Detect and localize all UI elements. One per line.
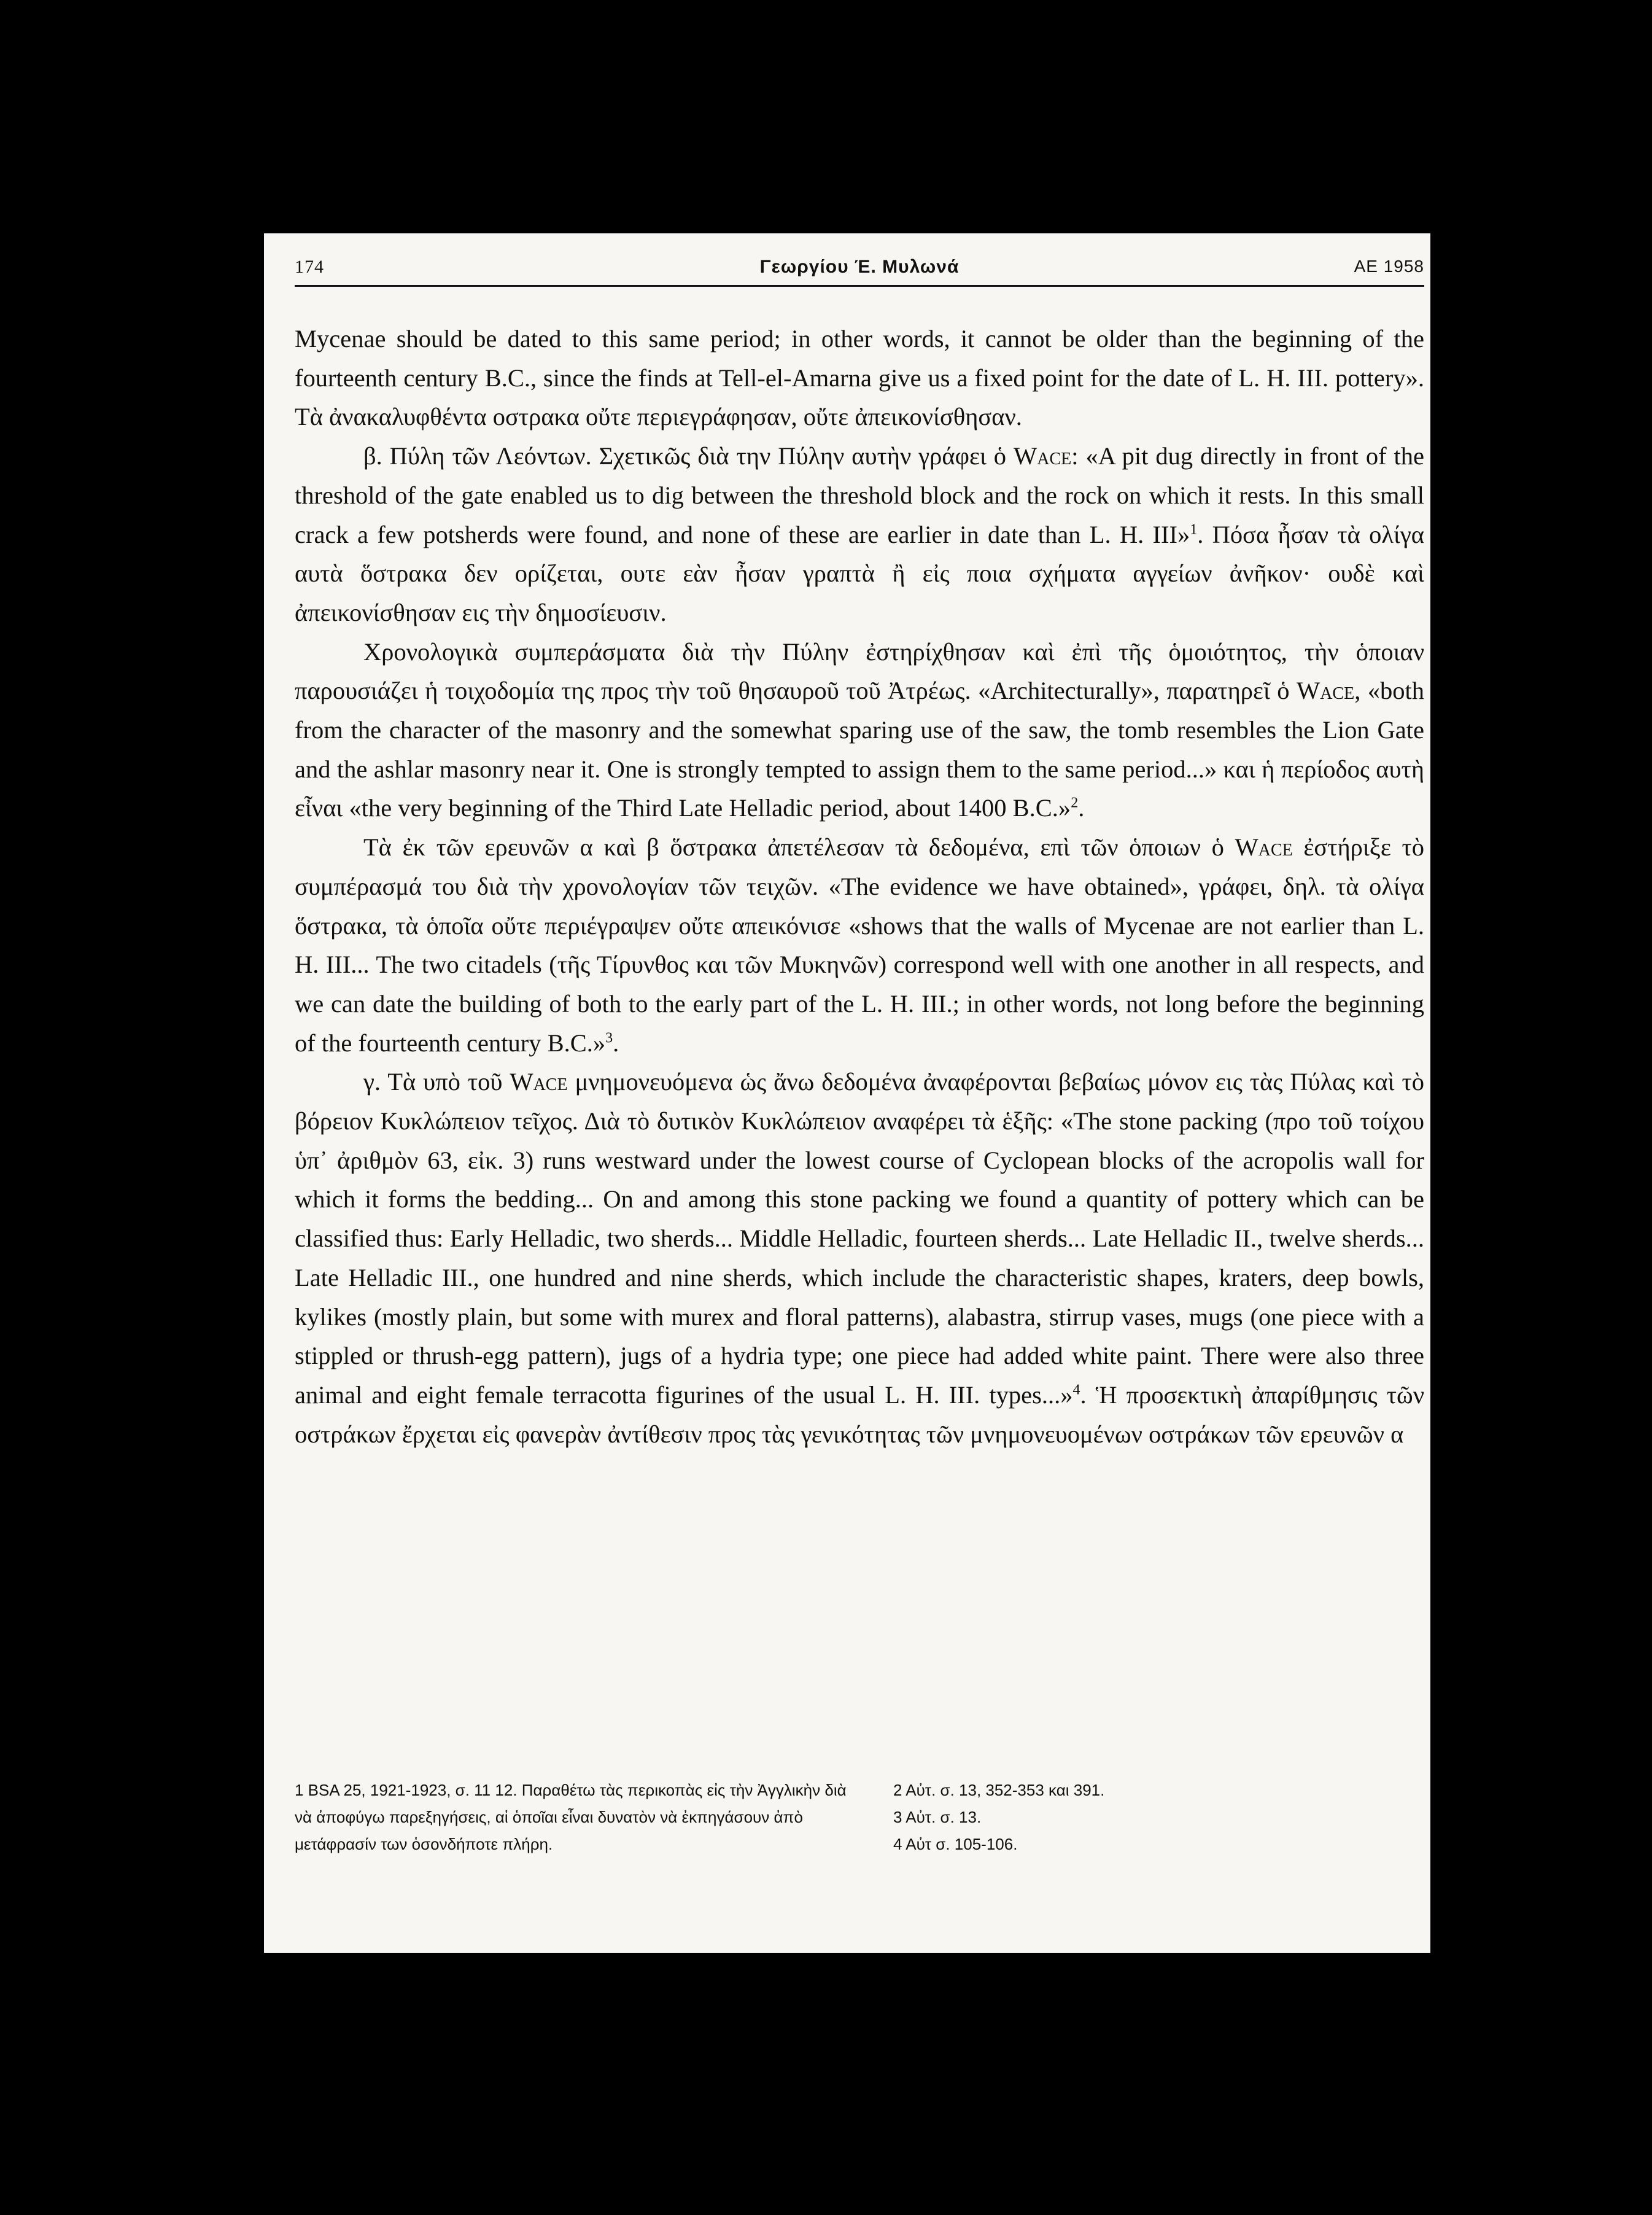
footnote-ref-4: 4 xyxy=(1072,1382,1080,1398)
footnotes-right-column xyxy=(893,1777,1421,1858)
journal-year: ΑΕ 1958 xyxy=(1354,257,1424,276)
footnote-1: 1 BSA 25, 1921-1923, σ. 11 12. Παραθέτω τὰς περικοπὰς εἰς τὴν Ἀγγλικὴν διὰ νὰ ἀποφύγω παρεξηγήσεις, αἱ ὁποῖαι εἶναι δυνατὸν νὰ ἐκπηγάσουν ἀπὸ μετάφρασίν των ὁσονδήποτε πλήρη. xyxy=(295,1781,847,1853)
author-wace: Wace xyxy=(510,1068,568,1096)
footnote-4: 4 Αὐτ σ. 105-106. xyxy=(893,1835,1018,1853)
paragraph-chronology: Χρονολογικὰ συμπεράσματα διὰ τὴν Πύλην ἐστηρίχθησαν καὶ ἐπὶ τῆς ὁμοιότητος, τὴν ὁποιαν παρουσιάζει ἡ τοιχοδομία της προς τὴν τοῦ θησαυροῦ τοῦ Ἀτρέως. «Architecturally», παρατηρεῖ ὁ Wace, «both from the character of the masonry and the somewhat sparing use of the saw, the tomb resembles the Lion Gate and the ashlar masonry near it. One is strongly tempted to assign them to the same period...» και ἡ περίοδος αυτὴ εἶναι «the very beginning of the Third Late Helladic period, about 1400 B.C.»$^2$. xyxy=(295,637,1424,822)
body-text xyxy=(295,319,1424,1454)
author-wace: Wace xyxy=(1014,442,1072,470)
header-rule xyxy=(295,285,1424,287)
footnotes-left-column xyxy=(295,1777,853,1858)
footnote-ref-3: 3 xyxy=(605,1030,613,1046)
running-title: Γεωργίου Έ. Μυλωνά xyxy=(759,257,960,277)
page-header xyxy=(295,257,1424,289)
author-wace: Wace xyxy=(1235,833,1293,862)
paragraph-lion-gate: β. Πύλη τῶν Λεόντων. Σχετικῶς διὰ την Πύλην αυτὴν γράφει ὁ Wace: «A pit dug directly in front of the threshold of the gate enabled us to dig between the threshold block and the rock on which it rests. In this small crack a few potsherds were found, and none of these are earlier in date than L. H. III»$^1$. Πόσα ἦσαν τὰ ολίγα αυτὰ ὅστρακα δεν ορίζεται, ουτε εὰν ἦσαν γραπτὰ ἢ εἰς ποια σχήματα αγγείων ἀνῆκον· ουδὲ καὶ ἀπεικονίσθησαν εις τὴν δημοσίευσιν. xyxy=(295,442,1425,626)
paragraph-evidence: Τὰ ἐκ τῶν ερευνῶν α καὶ β ὅστρακα ἀπετέλεσαν τὰ δεδομένα, επὶ τῶν ὁποιων ὁ Wace ἐστήριξε τὸ συμπέρασμά του διὰ τὴν χρονολογίαν τῶν τειχῶν. «The evidence we have obtained», γράφει, δηλ. τὰ ολίγα ὅστρακα, τὰ ὁποῖα οὔτε περιέγραψεν οὔτε απεικόνισε «shows that the walls of Mycenae are not earlier than L. H. III... The two citadels (τῆς Τίρυνθος και τῶν Μυκηνῶν) correspond well with one another in all respects, and we can date the building of both to the early part of the L. H. III.; in other words, not long before the beginning of the fourteenth century B.C.»$^3$. xyxy=(295,833,1424,1057)
author-wace: Wace xyxy=(1296,677,1355,705)
section-label-beta: β. Πύλη τῶν Λεόντων. xyxy=(363,442,592,470)
paragraph-gamma: γ. Τὰ υπὸ τοῦ Wace μνημονευόμενα ὡς ἄνω δεδομένα ἀναφέρονται βεβαίως μόνον εις τὰς Πύλας καὶ τὸ βόρειον Κυκλώπειον τεῖχος. Διὰ τὸ δυτικὸν Κυκλώπειον αναφέρει τὰ ἑξῆς: «The stone packing (προ τοῦ τοίχου ὑπ᾽ ἀριθμὸν 63, εἰκ. 3) runs westward under the lowest course of Cyclopean blocks of the acropolis wall for which it forms the bedding... On and among this stone packing we found a quantity of pottery which can be classified thus: Early Helladic, two sherds... Middle Helladic, fourteen sherds... Late Helladic II., twelve sherds... Late Helladic III., one hundred and nine sherds, which include the characteristic shapes, kraters, deep bowls, kylikes (mostly plain, but some with murex and floral patterns), alabastra, stirrup vases, mugs (one piece with a stippled or thrush-egg pattern), jugs of a hydria type; one piece had added white paint. There were also three animal and eight female terracotta figurines of the usual L. H. III. types...»$^4$. Ἡ προσεκτικὴ ἀπαρίθμησις τῶν οστράκων ἔρχεται εἰς φανερὰν ἀντίθεσιν προς τὰς γενικότητας τῶν μνημονευομένων οστράκων τῶν ερευνῶν α xyxy=(295,1068,1425,1448)
footnote-ref-1: 1 xyxy=(1190,521,1198,538)
footnote-3: 3 Αὐτ. σ. 13. xyxy=(893,1808,982,1826)
page-number: 174 xyxy=(295,257,324,277)
paragraph-1: Mycenae should be dated to this same period; in other words, it cannot be older than the beginning of the fourteenth century B.C., since the finds at Tell-el-Amarna give us a fixed point for the date of L. H. III. pottery». Τὰ ἀνακαλυφθέντα οστρακα οὔτε περιεγράφησαν, οὔτε ἀπεικονίσθησαν. xyxy=(295,325,1424,431)
footnote-ref-2: 2 xyxy=(1071,795,1079,811)
footnote-2: 2 Αὐτ. σ. 13, 352-353 και 391. xyxy=(893,1781,1105,1799)
